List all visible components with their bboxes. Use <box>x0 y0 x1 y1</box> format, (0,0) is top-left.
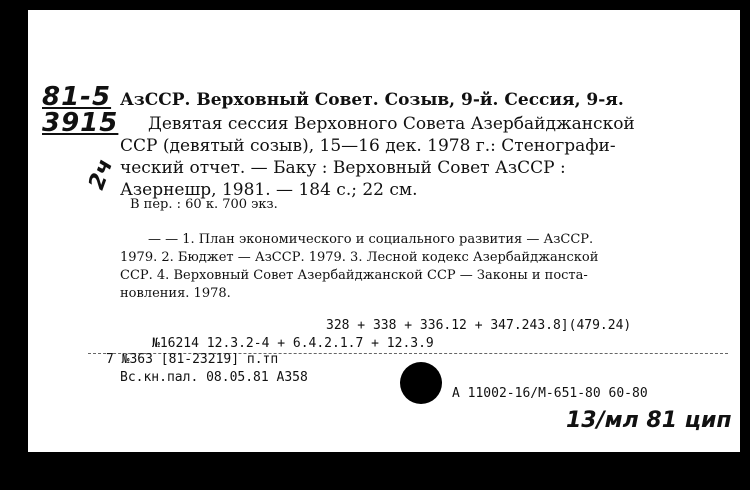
handwritten-side-mark: 2ч <box>84 155 119 194</box>
index-line-1: 328 + 338 + 336.12 + 347.243.8](479.24) <box>326 318 632 333</box>
description-line-4: Азернешр, 1981. — 184 с.; 22 см. <box>120 180 418 200</box>
subjects-line-1: — — 1. План экономического и социального развития — АзССР. <box>148 232 594 247</box>
punch-hole <box>400 362 442 404</box>
description-line-2: ССР (девятый созыв), 15—16 дек. 1978 г.: Стенографи- <box>120 136 616 156</box>
handwritten-top-code: 81-5 <box>42 82 112 112</box>
card-heading: АзССР. Верховный Совет. Созыв, 9-й. Сессия, 9-я. <box>120 90 624 110</box>
subjects-line-4: новления. 1978. <box>120 286 231 301</box>
description-line-3: ческий отчет. — Баку : Верховный Совет АзССР : <box>120 158 566 178</box>
index-line-4: Вс.кн.пал. 08.05.81 А358 <box>120 370 308 385</box>
handwritten-bottom-code: 3915 <box>42 108 119 138</box>
index-line-5: А 11002-16/М-651-80 60-80 <box>452 386 648 401</box>
handwritten-bottom-right: 13/мл 81 цип <box>566 408 732 433</box>
catalog-card <box>28 10 740 452</box>
index-line-2: №16214 12.3.2-4 + 6.4.2.1.7 + 12.3.9 <box>152 336 434 351</box>
index-line-3: 7 №363 [81-23219] п.тп <box>106 352 279 367</box>
description-line-1: Девятая сессия Верховного Совета Азербайджанской <box>148 114 635 134</box>
subjects-line-3: ССР. 4. Верховный Совет Азербайджанской ССР — Законы и поста- <box>120 268 588 283</box>
scan-border <box>0 452 750 490</box>
binding-line: В пер. : 60 к. 700 экз. <box>130 197 278 212</box>
subjects-line-2: 1979. 2. Бюджет — АзССР. 1979. 3. Лесной кодекс Азербайджанской <box>120 250 599 265</box>
